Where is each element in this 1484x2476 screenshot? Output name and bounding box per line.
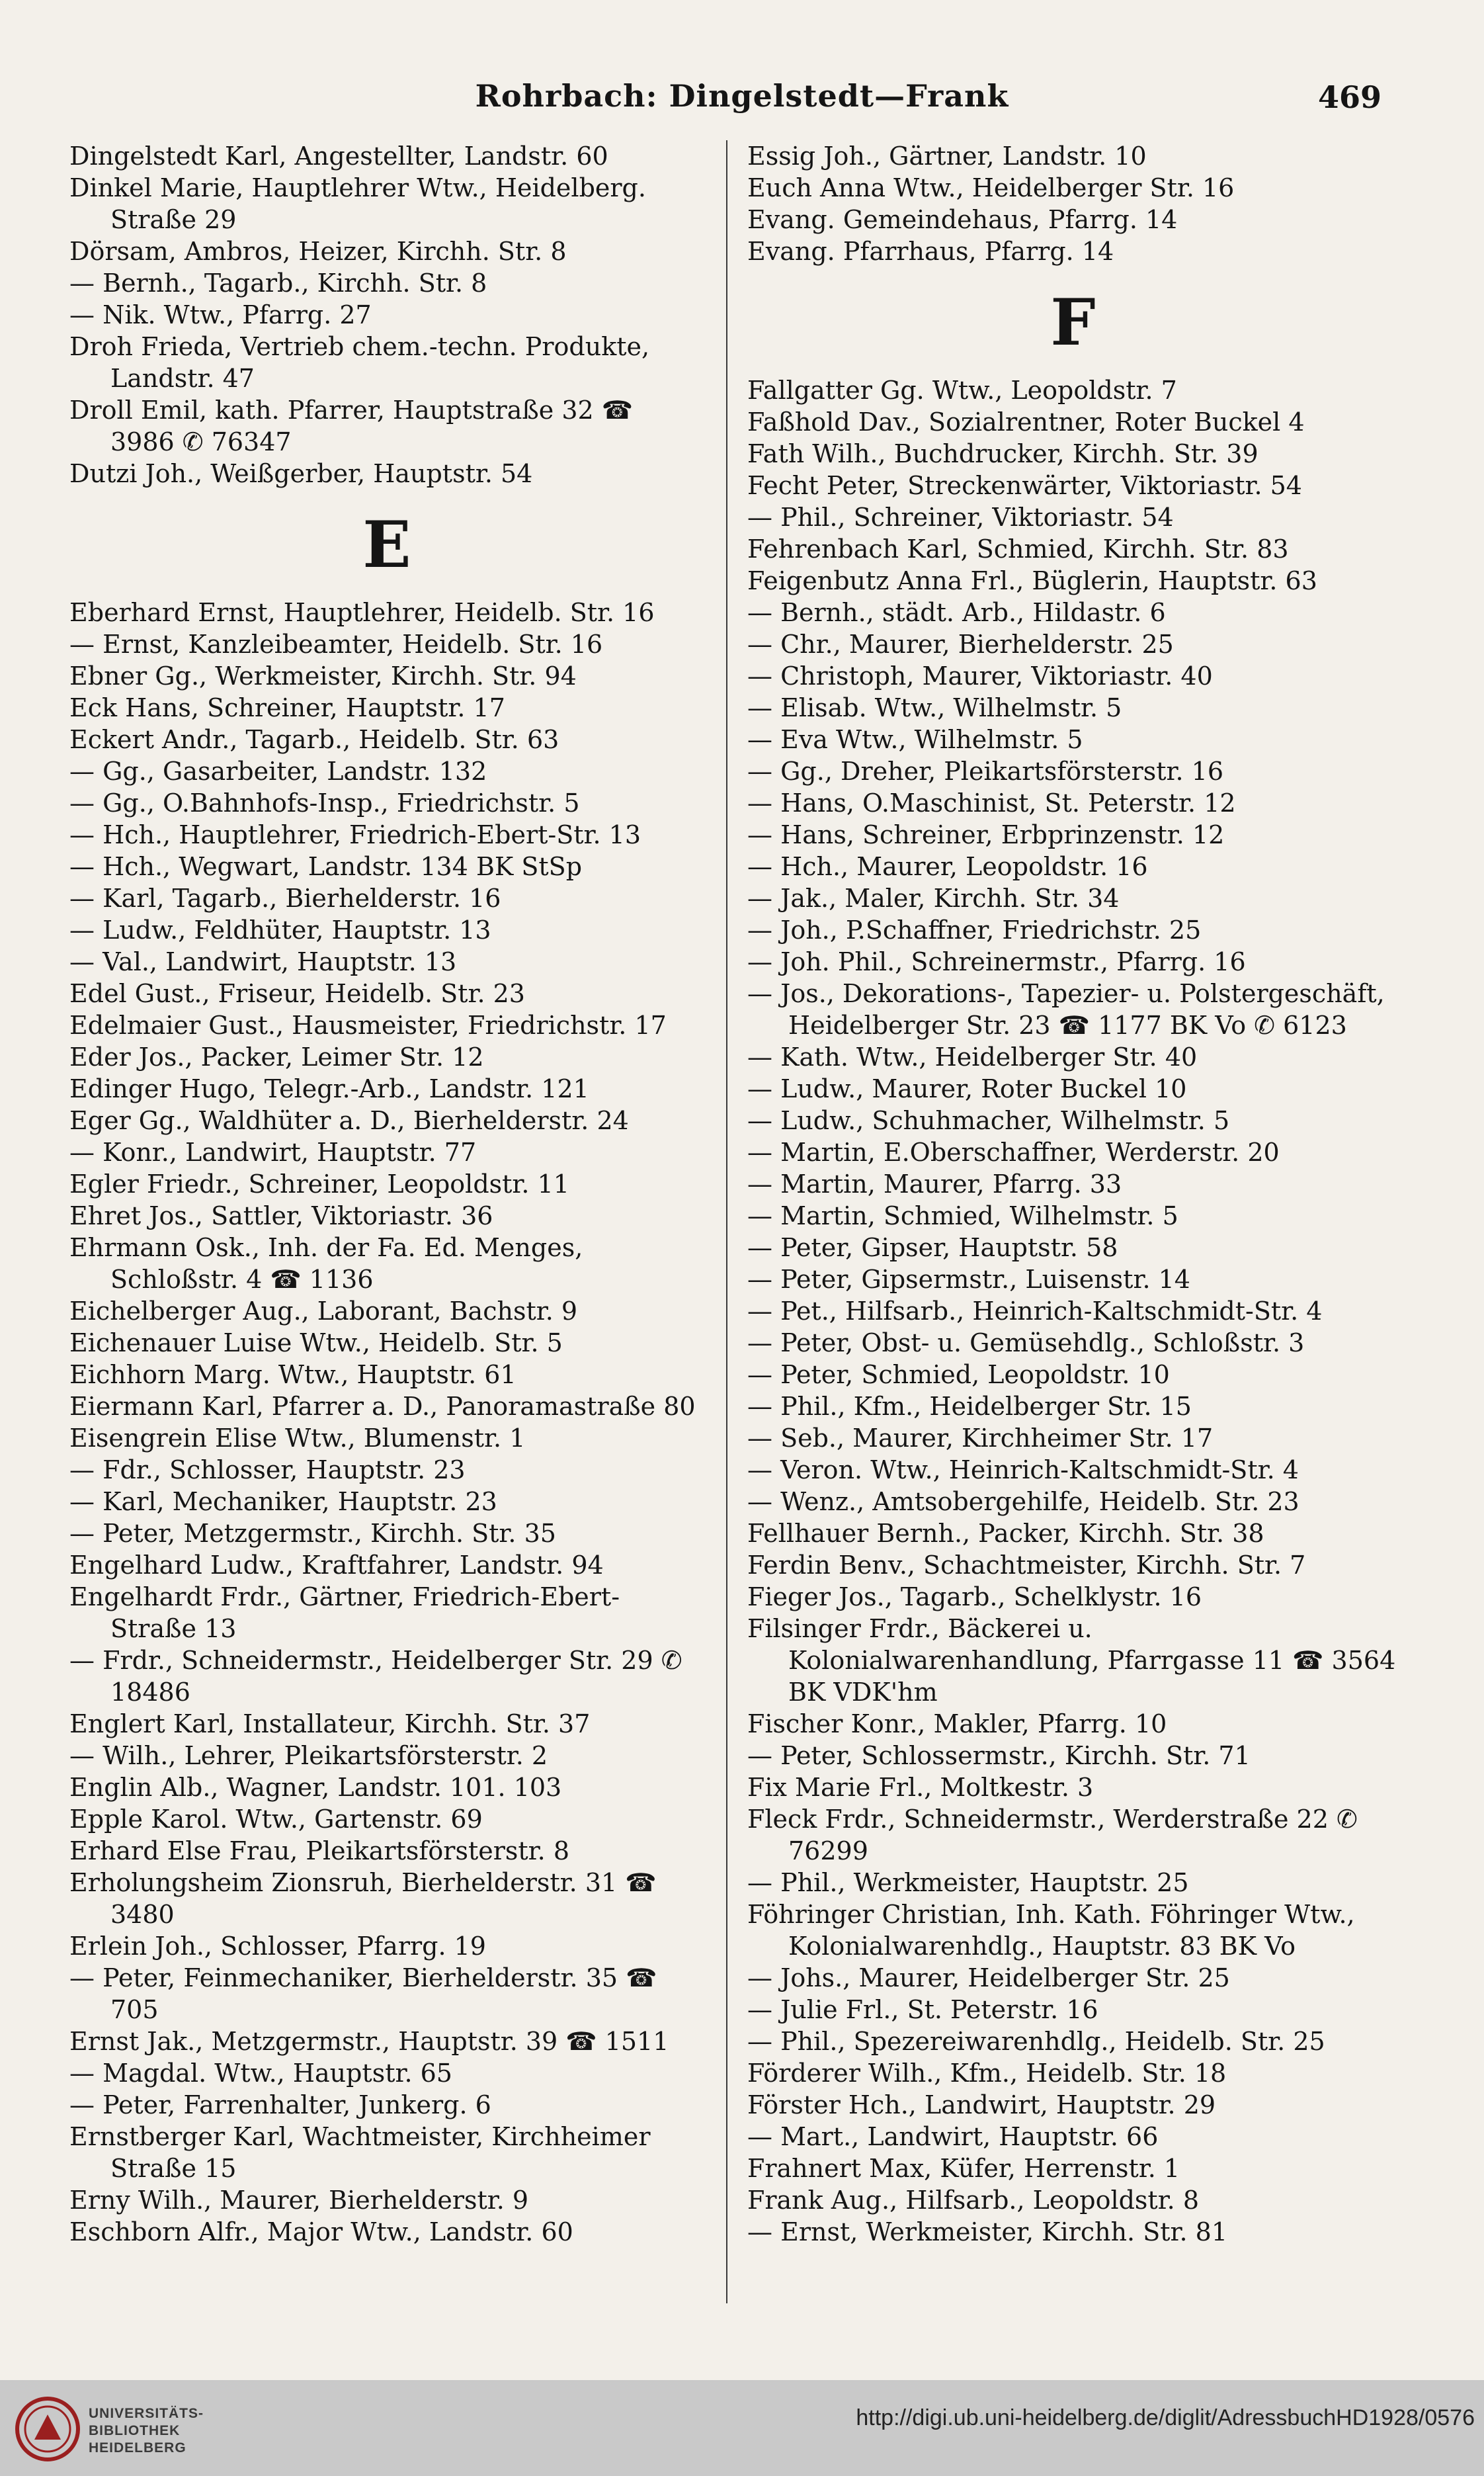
directory-entry: — Ludw., Feldhüter, Hauptstr. 13 (69, 916, 491, 945)
directory-entry: Eichelberger Aug., Laborant, Bachstr. 9 (69, 1297, 578, 1326)
directory-entry: Eberhard Ernst, Hauptlehrer, Heidelb. Str. 16 (69, 598, 655, 627)
directory-entry: — Peter, Schlossermstr., Kirchh. Str. 71 (747, 1741, 1251, 1770)
directory-entry: — Phil., Schreiner, Viktoriastr. 54 (747, 503, 1174, 532)
directory-entry: Dutzi Joh., Weißgerber, Hauptstr. 54 (69, 459, 533, 488)
directory-entry: — Hans, Schreiner, Erbprinzenstr. 12 (747, 820, 1225, 849)
library-logo (15, 2396, 239, 2462)
directory-entry: — Martin, E.Oberschaffner, Werderstr. 20 (747, 1138, 1280, 1167)
directory-entry: Erlein Joh., Schlosser, Pfarrg. 19 (69, 1932, 486, 1961)
directory-entry: Faßhold Dav., Sozialrentner, Roter Buckel 4 (747, 407, 1305, 437)
directory-entry: — Seb., Maurer, Kirchheimer Str. 17 (747, 1424, 1214, 1453)
directory-entry: — Peter, Gipser, Hauptstr. 58 (747, 1233, 1118, 1262)
directory-entry: — Julie Frl., St. Peterstr. 16 (747, 1995, 1098, 2024)
directory-entry: Ehret Jos., Sattler, Viktoriastr. 36 (69, 1201, 493, 1230)
footer-bar (0, 2380, 1484, 2476)
directory-entry: Eichhorn Marg. Wtw., Hauptstr. 61 (69, 1360, 516, 1389)
directory-entry: — Val., Landwirt, Hauptstr. 13 (69, 947, 457, 976)
directory-entry: — Phil., Spezereiwarenhdlg., Heidelb. Str. 25 (747, 2027, 1325, 2056)
directory-entry: Förster Hch., Landwirt, Hauptstr. 29 (747, 2090, 1216, 2119)
directory-entry: — Hch., Maurer, Leopoldstr. 16 (747, 852, 1148, 881)
directory-entry: — Jak., Maler, Kirchh. Str. 34 (747, 884, 1120, 913)
directory-entry: — Karl, Mechaniker, Hauptstr. 23 (69, 1487, 497, 1516)
directory-entry: Englert Karl, Installateur, Kirchh. Str. 37 (69, 1709, 591, 1738)
directory-entry: Fallgatter Gg. Wtw., Leopoldstr. 7 (747, 376, 1177, 405)
directory-entry: — Elisab. Wtw., Wilhelmstr. 5 (747, 693, 1122, 722)
directory-entry: Epple Karol. Wtw., Gartenstr. 69 (69, 1805, 483, 1834)
directory-entry: — Wenz., Amtsobergehilfe, Heidelb. Str. 23 (747, 1487, 1299, 1516)
directory-entry: Fellhauer Bernh., Packer, Kirchh. Str. 38 (747, 1519, 1264, 1548)
directory-entry: Fleck Frdr., Schneidermstr., Werderstraße 22 ✆ 76299 (747, 1805, 1358, 1865)
directory-entry: Filsinger Frdr., Bäckerei u. Kolonialwarenhandlung, Pfarrgasse 11 ☎ 3564 BK VDK'hm (747, 1614, 1396, 1707)
directory-entry: Engelhardt Frdr., Gärtner, Friedrich-Ebert-Straße 13 (69, 1582, 620, 1643)
directory-entry: — Johs., Maurer, Heidelberger Str. 25 (747, 1963, 1230, 1992)
directory-entry: — Fdr., Schlosser, Hauptstr. 23 (69, 1455, 466, 1484)
directory-entry: — Gg., Gasarbeiter, Landstr. 132 (69, 757, 487, 786)
directory-entry: Fecht Peter, Streckenwärter, Viktoriastr. 54 (747, 471, 1302, 500)
directory-entry: Fath Wilh., Buchdrucker, Kirchh. Str. 39 (747, 439, 1258, 468)
logo-line-2: BIBLIOTHEK (89, 2423, 181, 2438)
directory-entry: Erhard Else Frau, Pleikartsförsterstr. 8 (69, 1836, 569, 1865)
directory-entry: — Christoph, Maurer, Viktoriastr. 40 (747, 662, 1213, 691)
directory-entry: — Veron. Wtw., Heinrich-Kaltschmidt-Str. 4 (747, 1455, 1299, 1484)
directory-entry: — Peter, Feinmechaniker, Bierhelderstr. 35 ☎ 705 (69, 1963, 657, 2024)
directory-entry: Föhringer Christian, Inh. Kath. Föhringer Wtw., Kolonialwarenhdlg., Hauptstr. 83 BK Vo (747, 1900, 1355, 1961)
logo-line-3: HEIDELBERG (89, 2440, 186, 2455)
section-letter: E (362, 507, 411, 582)
directory-entry: Fischer Konr., Makler, Pfarrg. 10 (747, 1709, 1167, 1738)
directory-entry: Erny Wilh., Maurer, Bierhelderstr. 9 (69, 2186, 529, 2215)
directory-entry: — Joh., P.Schaffner, Friedrichstr. 25 (747, 916, 1202, 945)
directory-entry: Droll Emil, kath. Pfarrer, Hauptstraße 32 ☎ 3986 ✆ 76347 (69, 396, 634, 456)
directory-entry: Eckert Andr., Tagarb., Heidelb. Str. 63 (69, 725, 559, 754)
directory-entry: — Ernst, Werkmeister, Kirchh. Str. 81 (747, 2217, 1228, 2246)
directory-entry: — Ludw., Schuhmacher, Wilhelmstr. 5 (747, 1106, 1230, 1135)
directory-entry: — Ernst, Kanzleibeamter, Heidelb. Str. 16 (69, 630, 603, 659)
directory-entry: Evang. Pfarrhaus, Pfarrg. 14 (747, 237, 1114, 266)
directory-entry: — Peter, Farrenhalter, Junkerg. 6 (69, 2090, 491, 2119)
page-number: 469 (1317, 79, 1381, 115)
directory-entry: — Bernh., Tagarb., Kirchh. Str. 8 (69, 269, 487, 298)
directory-entry: Essig Joh., Gärtner, Landstr. 10 (747, 142, 1147, 171)
directory-entry: — Joh. Phil., Schreinermstr., Pfarrg. 16 (747, 947, 1246, 976)
page-header (0, 78, 1484, 124)
directory-entry: — Hans, O.Maschinist, St. Peterstr. 12 (747, 789, 1236, 818)
directory-entry: Eder Jos., Packer, Leimer Str. 12 (69, 1043, 484, 1072)
directory-entry: Ehrmann Osk., Inh. der Fa. Ed. Menges, Schloßstr. 4 ☎ 1136 (69, 1233, 583, 1294)
directory-entry: — Gg., O.Bahnhofs-Insp., Friedrichstr. 5 (69, 789, 580, 818)
page-title: Rohrbach: Dingelstedt—Frank (475, 78, 1009, 114)
directory-entry: Eger Gg., Waldhüter a. D., Bierhelderstr. 24 (69, 1106, 629, 1135)
directory-entry: — Pet., Hilfsarb., Heinrich-Kaltschmidt-Str. 4 (747, 1297, 1323, 1326)
directory-entry: — Hch., Hauptlehrer, Friedrich-Ebert-Str. 13 (69, 820, 641, 849)
section-letter: F (1050, 285, 1096, 360)
directory-entry: Dörsam, Ambros, Heizer, Kirchh. Str. 8 (69, 237, 567, 266)
directory-entry: — Chr., Maurer, Bierhelderstr. 25 (747, 630, 1174, 659)
directory-entry: — Phil., Kfm., Heidelberger Str. 15 (747, 1392, 1192, 1421)
directory-entry: Eiermann Karl, Pfarrer a. D., Panoramastraße 80 (69, 1392, 696, 1421)
directory-entry: — Peter, Schmied, Leopoldstr. 10 (747, 1360, 1170, 1389)
directory-entry: Eck Hans, Schreiner, Hauptstr. 17 (69, 693, 505, 722)
left-column (69, 140, 704, 2248)
directory-entry: — Martin, Maurer, Pfarrg. 33 (747, 1170, 1122, 1199)
directory-entry: — Wilh., Lehrer, Pleikartsförsterstr. 2 (69, 1741, 548, 1770)
directory-entry: Fieger Jos., Tagarb., Schelklystr. 16 (747, 1582, 1202, 1611)
directory-entry: Eschborn Alfr., Major Wtw., Landstr. 60 (69, 2217, 573, 2246)
directory-entry: Egler Friedr., Schreiner, Leopoldstr. 11 (69, 1170, 569, 1199)
directory-entry: Frahnert Max, Küfer, Herrenstr. 1 (747, 2154, 1180, 2183)
directory-entry: Eichenauer Luise Wtw., Heidelb. Str. 5 (69, 1328, 563, 1357)
directory-entry: — Peter, Gipsermstr., Luisenstr. 14 (747, 1265, 1190, 1294)
directory-entry: — Peter, Metzgermstr., Kirchh. Str. 35 (69, 1519, 556, 1548)
right-column (747, 140, 1399, 2248)
column-divider (726, 140, 727, 2303)
directory-entry: Ferdin Benv., Schachtmeister, Kirchh. Str. 7 (747, 1551, 1306, 1580)
directory-entry: — Kath. Wtw., Heidelberger Str. 40 (747, 1043, 1198, 1072)
directory-entry: — Karl, Tagarb., Bierhelderstr. 16 (69, 884, 501, 913)
directory-entry: Edelmaier Gust., Hausmeister, Friedrichstr. 17 (69, 1011, 667, 1040)
directory-entry: — Nik. Wtw., Pfarrg. 27 (69, 300, 372, 329)
directory-entry: Engelhard Ludw., Kraftfahrer, Landstr. 94 (69, 1551, 604, 1580)
directory-entry: Dinkel Marie, Hauptlehrer Wtw., Heidelberg. Straße 29 (69, 173, 646, 234)
directory-entry: Evang. Gemeindehaus, Pfarrg. 14 (747, 205, 1178, 234)
source-url[interactable]: http://digi.ub.uni-heidelberg.de/diglit/AdressbuchHD1928/0576 (856, 2405, 1475, 2430)
directory-entry: — Mart., Landwirt, Hauptstr. 66 (747, 2122, 1159, 2151)
directory-entry: Förderer Wilh., Kfm., Heidelb. Str. 18 (747, 2059, 1227, 2088)
directory-entry: — Eva Wtw., Wilhelmstr. 5 (747, 725, 1083, 754)
directory-entry: — Martin, Schmied, Wilhelmstr. 5 (747, 1201, 1178, 1230)
directory-entry: — Frdr., Schneidermstr., Heidelberger Str. 29 ✆ 18486 (69, 1646, 682, 1707)
directory-entry: — Phil., Werkmeister, Hauptstr. 25 (747, 1868, 1189, 1897)
directory-entry: Dingelstedt Karl, Angestellter, Landstr. 60 (69, 142, 608, 171)
directory-entry: Ebner Gg., Werkmeister, Kirchh. Str. 94 (69, 662, 577, 691)
directory-entry: Eisengrein Elise Wtw., Blumenstr. 1 (69, 1424, 526, 1453)
directory-entry: Fix Marie Frl., Moltkestr. 3 (747, 1773, 1094, 1802)
directory-entry: Euch Anna Wtw., Heidelberger Str. 16 (747, 173, 1235, 202)
directory-entry: Ernstberger Karl, Wachtmeister, Kirchheimer Straße 15 (69, 2122, 651, 2183)
library-seal-icon (15, 2396, 81, 2462)
directory-entry: Droh Frieda, Vertrieb chem.-techn. Produkte, Landstr. 47 (69, 332, 650, 393)
directory-entry: Edel Gust., Friseur, Heidelb. Str. 23 (69, 979, 525, 1008)
directory-entry: — Gg., Dreher, Pleikartsförsterstr. 16 (747, 757, 1224, 786)
directory-entry: — Hch., Wegwart, Landstr. 134 BK StSp (69, 852, 583, 881)
directory-entry: — Peter, Obst- u. Gemüsehdlg., Schloßstr. 3 (747, 1328, 1305, 1357)
directory-entry: — Bernh., städt. Arb., Hildastr. 6 (747, 598, 1166, 627)
directory-entry: Feigenbutz Anna Frl., Büglerin, Hauptstr. 63 (747, 566, 1317, 595)
directory-entry: Ernst Jak., Metzgermstr., Hauptstr. 39 ☎ 1511 (69, 2027, 669, 2056)
directory-entry: Englin Alb., Wagner, Landstr. 101. 103 (69, 1773, 562, 1802)
directory-entry: — Konr., Landwirt, Hauptstr. 77 (69, 1138, 477, 1167)
directory-entry: — Magdal. Wtw., Hauptstr. 65 (69, 2059, 452, 2088)
directory-entry: Frank Aug., Hilfsarb., Leopoldstr. 8 (747, 2186, 1200, 2215)
directory-entry: — Jos., Dekorations-, Tapezier- u. Polstergeschäft, Heidelberger Str. 23 ☎ 1177 BK Vo ✆ 6123 (747, 979, 1385, 1040)
directory-entry: — Ludw., Maurer, Roter Buckel 10 (747, 1074, 1187, 1103)
directory-entry: Edinger Hugo, Telegr.-Arb., Landstr. 121 (69, 1074, 589, 1103)
directory-entry: Erholungsheim Zionsruh, Bierhelderstr. 31 ☎ 3480 (69, 1868, 657, 1929)
directory-entry: Fehrenbach Karl, Schmied, Kirchh. Str. 83 (747, 534, 1289, 564)
logo-line-1: UNIVERSITÄTS- (89, 2406, 204, 2421)
